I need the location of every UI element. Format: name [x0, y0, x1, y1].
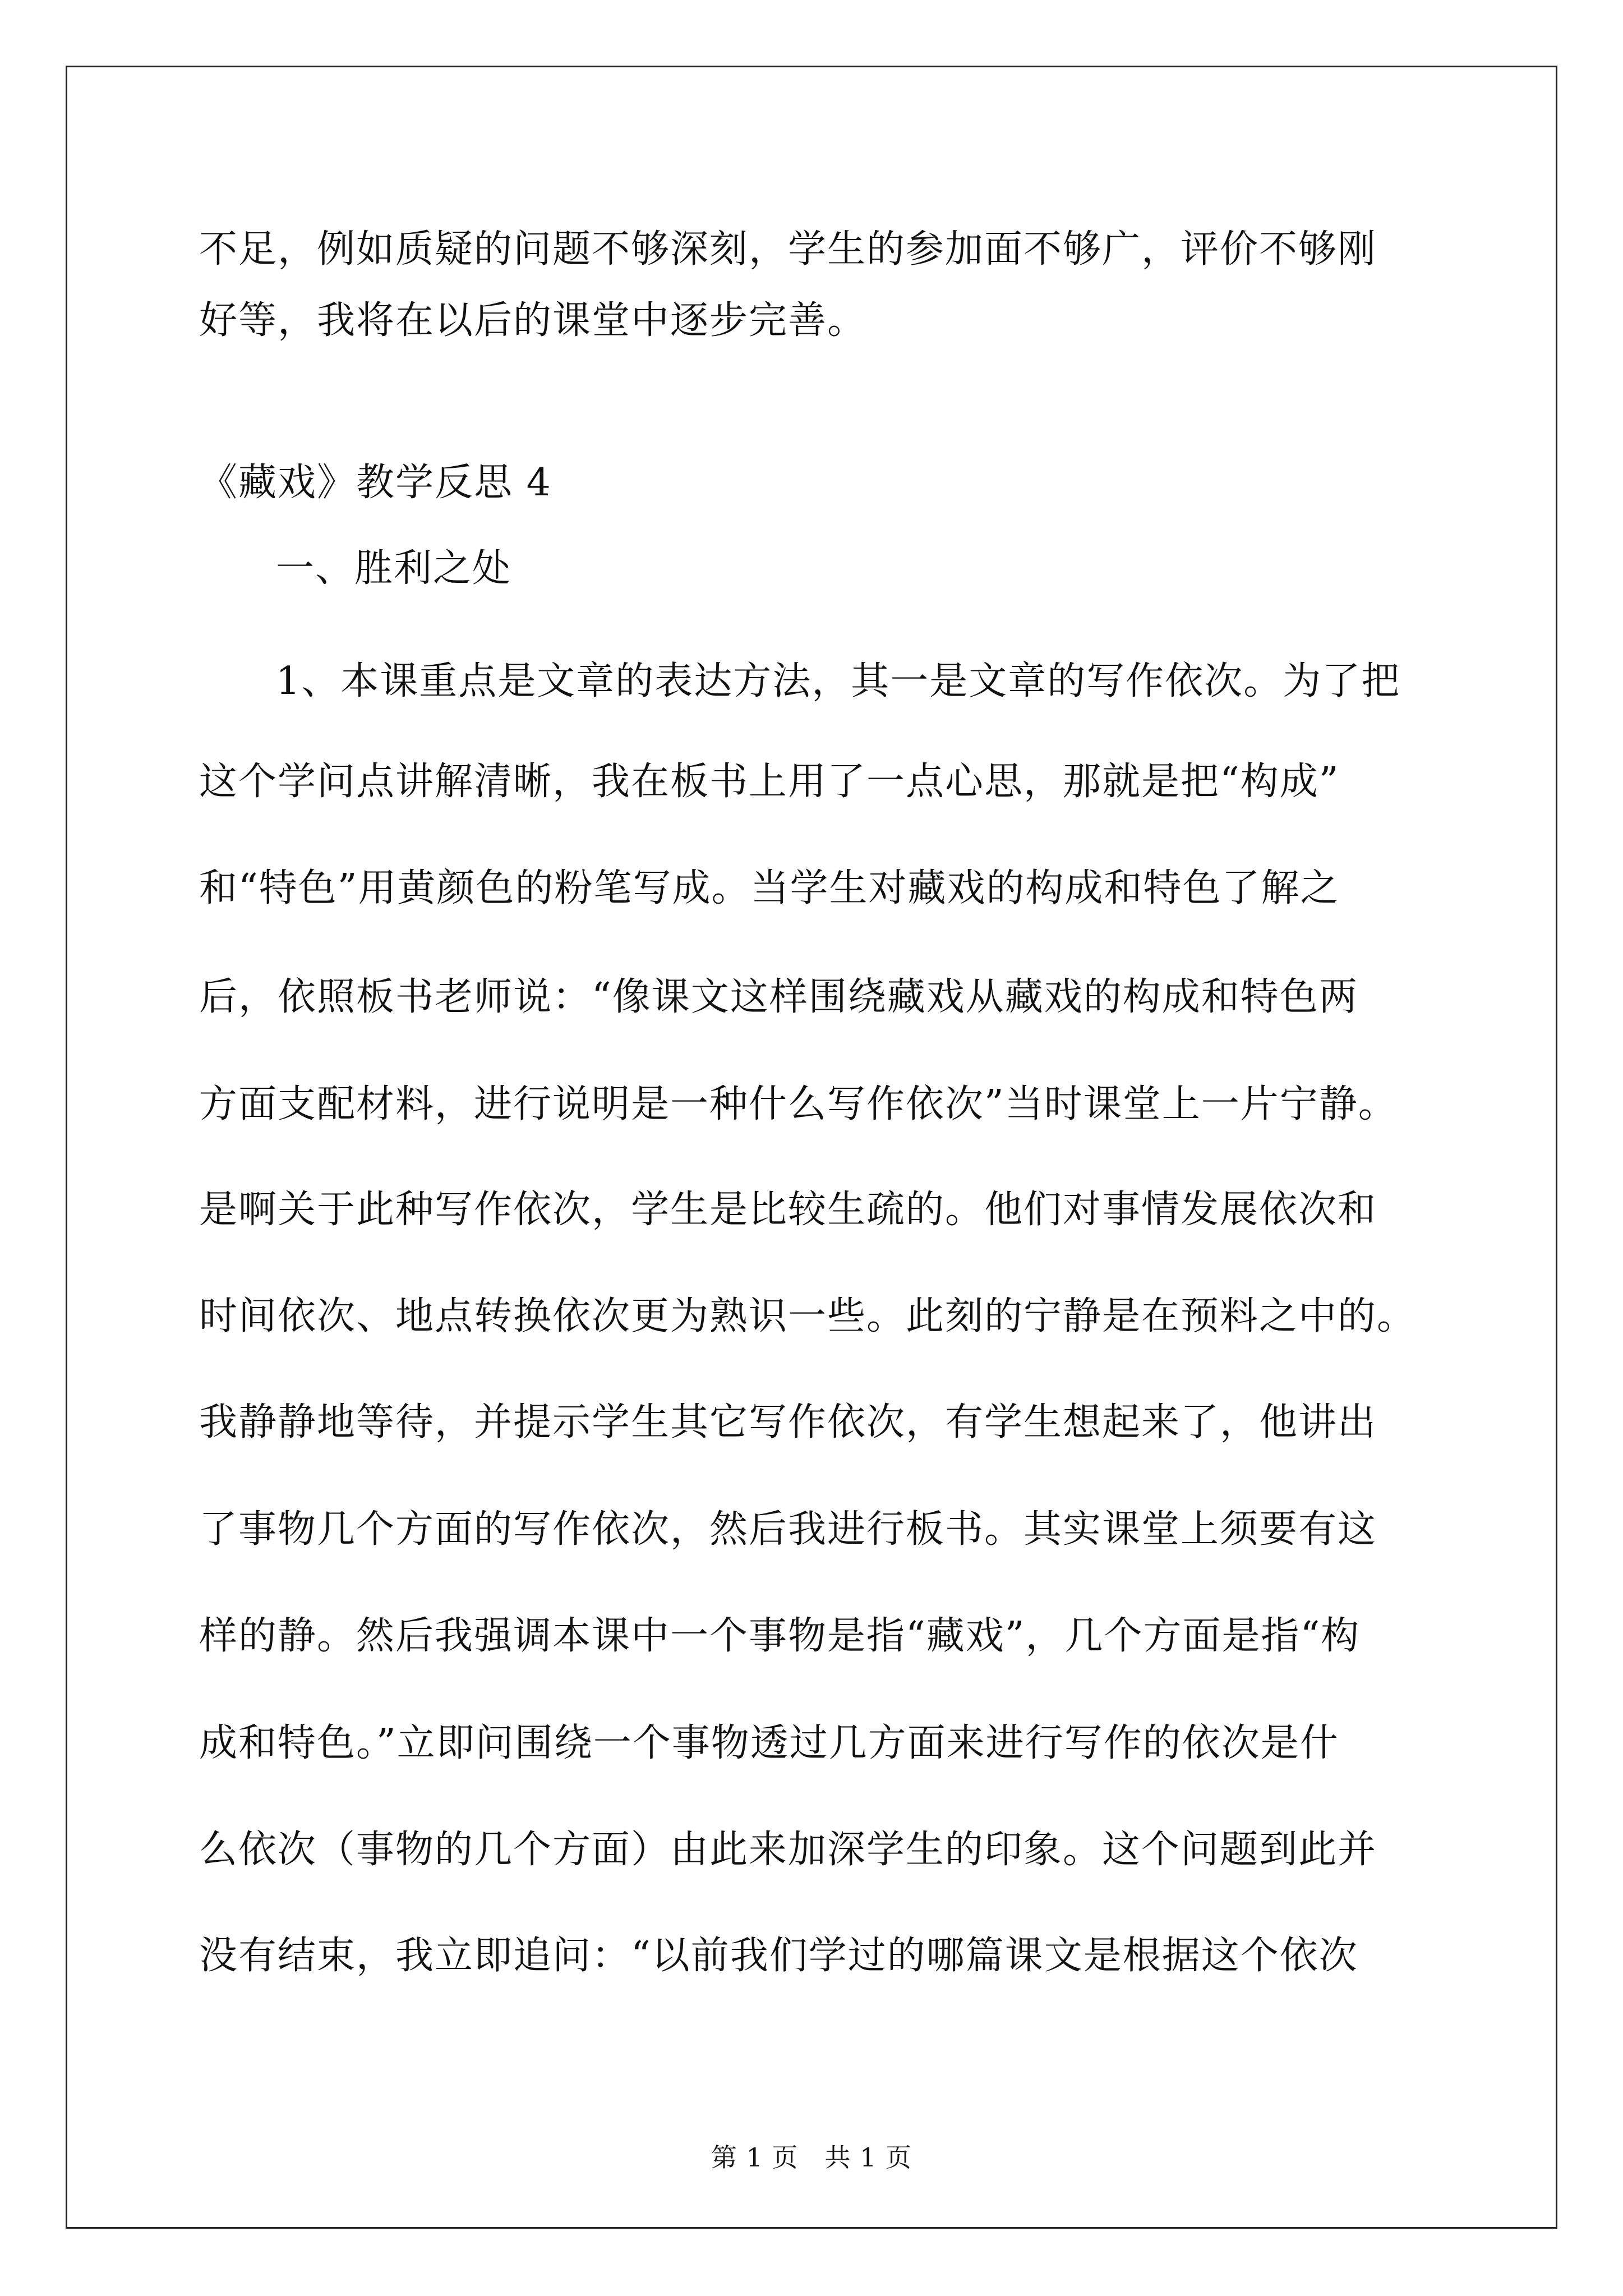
page-border	[66, 66, 1557, 2229]
paragraph-line: 没有结束，我立即追问：“以前我们学过的哪篇课文是根据这个依次	[199, 1934, 1358, 1978]
paragraph-line: 和“特色”用黄颜色的粉笔写成。当学生对藏戏的构成和特色了解之	[199, 866, 1340, 910]
paragraph-line: 么依次（事物的几个方面）由此来加深学生的印象。这个问题到此并	[199, 1828, 1377, 1872]
paragraph-line: 是啊关于此种写作依次，学生是比较生疏的。他们对事情发展依次和	[199, 1188, 1377, 1232]
paragraph-line: 了事物几个方面的写作依次，然后我进行板书。其实课堂上须要有这	[199, 1507, 1377, 1552]
paragraph-line: 样的静。然后我强调本课中一个事物是指“藏戏”，几个方面是指“构	[199, 1614, 1361, 1658]
paragraph-line: 不足，例如质疑的问题不够深刻，学生的参加面不够广，评价不够刚	[199, 227, 1377, 272]
section-heading: 《藏戏》教学反思 4	[199, 461, 552, 505]
paragraph-line: 后，依照板书老师说：“像课文这样围绕藏戏从藏戏的构成和特色两	[199, 975, 1358, 1019]
paragraph-line: 成和特色。”立即问围绕一个事物透过几方面来进行写作的依次是什	[199, 1721, 1339, 1765]
paragraph-line: 方面支配材料，进行说明是一种什么写作依次”当时课堂上一片宁静。	[199, 1082, 1398, 1126]
paragraph-line: 我静静地等待，并提示学生其它写作依次，有学生想起来了，他讲出	[199, 1400, 1377, 1444]
paragraph-line: 这个学问点讲解清晰，我在板书上用了一点心思，那就是把“构成”	[199, 760, 1340, 804]
subheading: 一、胜利之处	[276, 546, 512, 591]
page-footer: 第 1 页 共 1 页	[711, 2142, 912, 2173]
paragraph-line: 时间依次、地点转换依次更为熟识一些。此刻的宁静是在预料之中的。	[199, 1294, 1417, 1338]
paragraph-line: 1、本课重点是文章的表达方法，其一是文章的写作依次。为了把	[276, 659, 1401, 703]
paragraph-line: 好等，我将在以后的课堂中逐步完善。	[199, 298, 867, 343]
